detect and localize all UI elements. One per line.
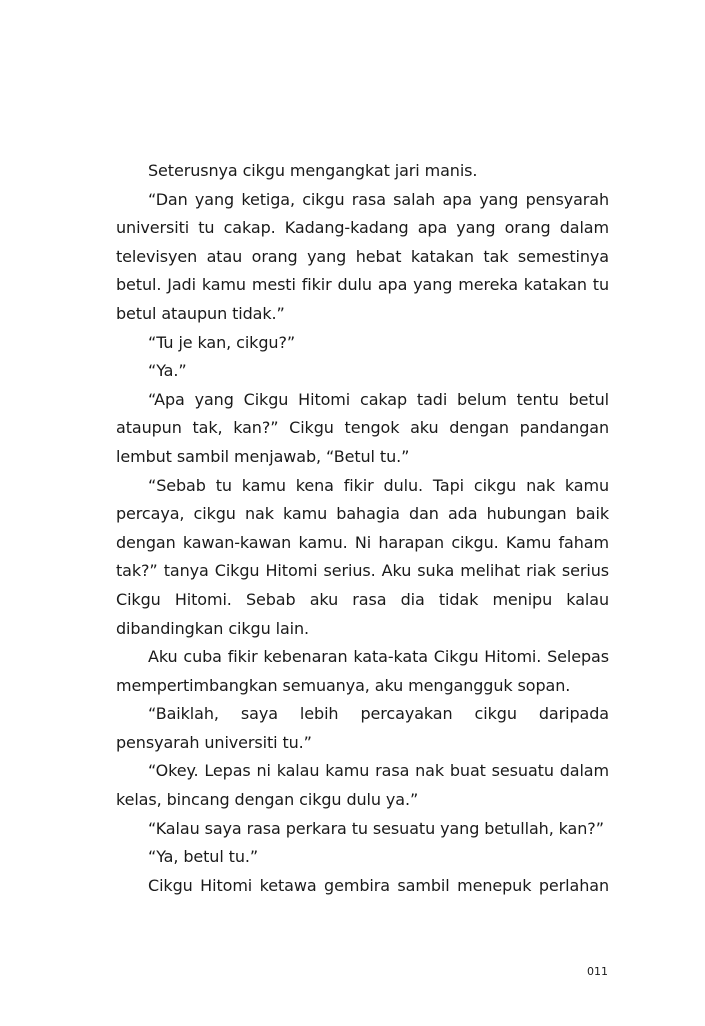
paragraph: “Kalau saya rasa perkara tu sesuatu yang betullah, kan?”: [148, 818, 604, 838]
paragraph: Aku cuba fikir kebenaran kata-kata Cikgu Hitomi. Selepas mempertimbangkan semuanya, aku mengangguk sopan.: [116, 647, 609, 695]
paragraph: “Ya, betul tu.”: [148, 847, 259, 867]
page-number: 011: [587, 965, 608, 978]
page-body: [116, 157, 609, 900]
paragraph: “Ya.”: [148, 361, 187, 381]
paragraph-last: Cikgu Hitomi ketawa gembira sambil menepuk perlahan: [148, 875, 609, 895]
paragraph: “Apa yang Cikgu Hitomi cakap tadi belum tentu betul ataupun tak, kan?” Cikgu tengok aku dengan pandangan lembut sambil menjawab, “Betul tu.”: [116, 389, 609, 466]
paragraph: “Baiklah, saya lebih percayakan cikgu daripada pensyarah universiti tu.”: [116, 704, 609, 752]
paragraph: “Okey. Lepas ni kalau kamu rasa nak buat sesuatu dalam kelas, bincang dengan cikgu dulu ya.”: [116, 761, 609, 810]
paragraph: “Tu je kan, cikgu?”: [148, 332, 296, 352]
paragraph: Seterusnya cikgu mengangkat jari manis.: [148, 161, 478, 180]
paragraph: “Sebab tu kamu kena fikir dulu. Tapi cikgu nak kamu percaya, cikgu nak kamu bahagia dan ada hubungan baik dengan kawan-kawan kamu. Ni harapan cikgu. Kamu faham tak?” tanya Cikgu Hitomi serius. Aku suka melihat riak serius Cikgu Hitomi. Sebab aku rasa dia tidak menipu kalau dibandingkan cikgu lain.: [116, 475, 609, 638]
paragraph: “Dan yang ketiga, cikgu rasa salah apa yang pensyarah universiti tu cakap. Kadang-kadang apa yang orang dalam televisyen atau orang yang hebat katakan tak semestinya betul. Jadi kamu mesti fikir dulu apa yang mereka katakan tu betul ataupun tidak.”: [116, 189, 609, 323]
